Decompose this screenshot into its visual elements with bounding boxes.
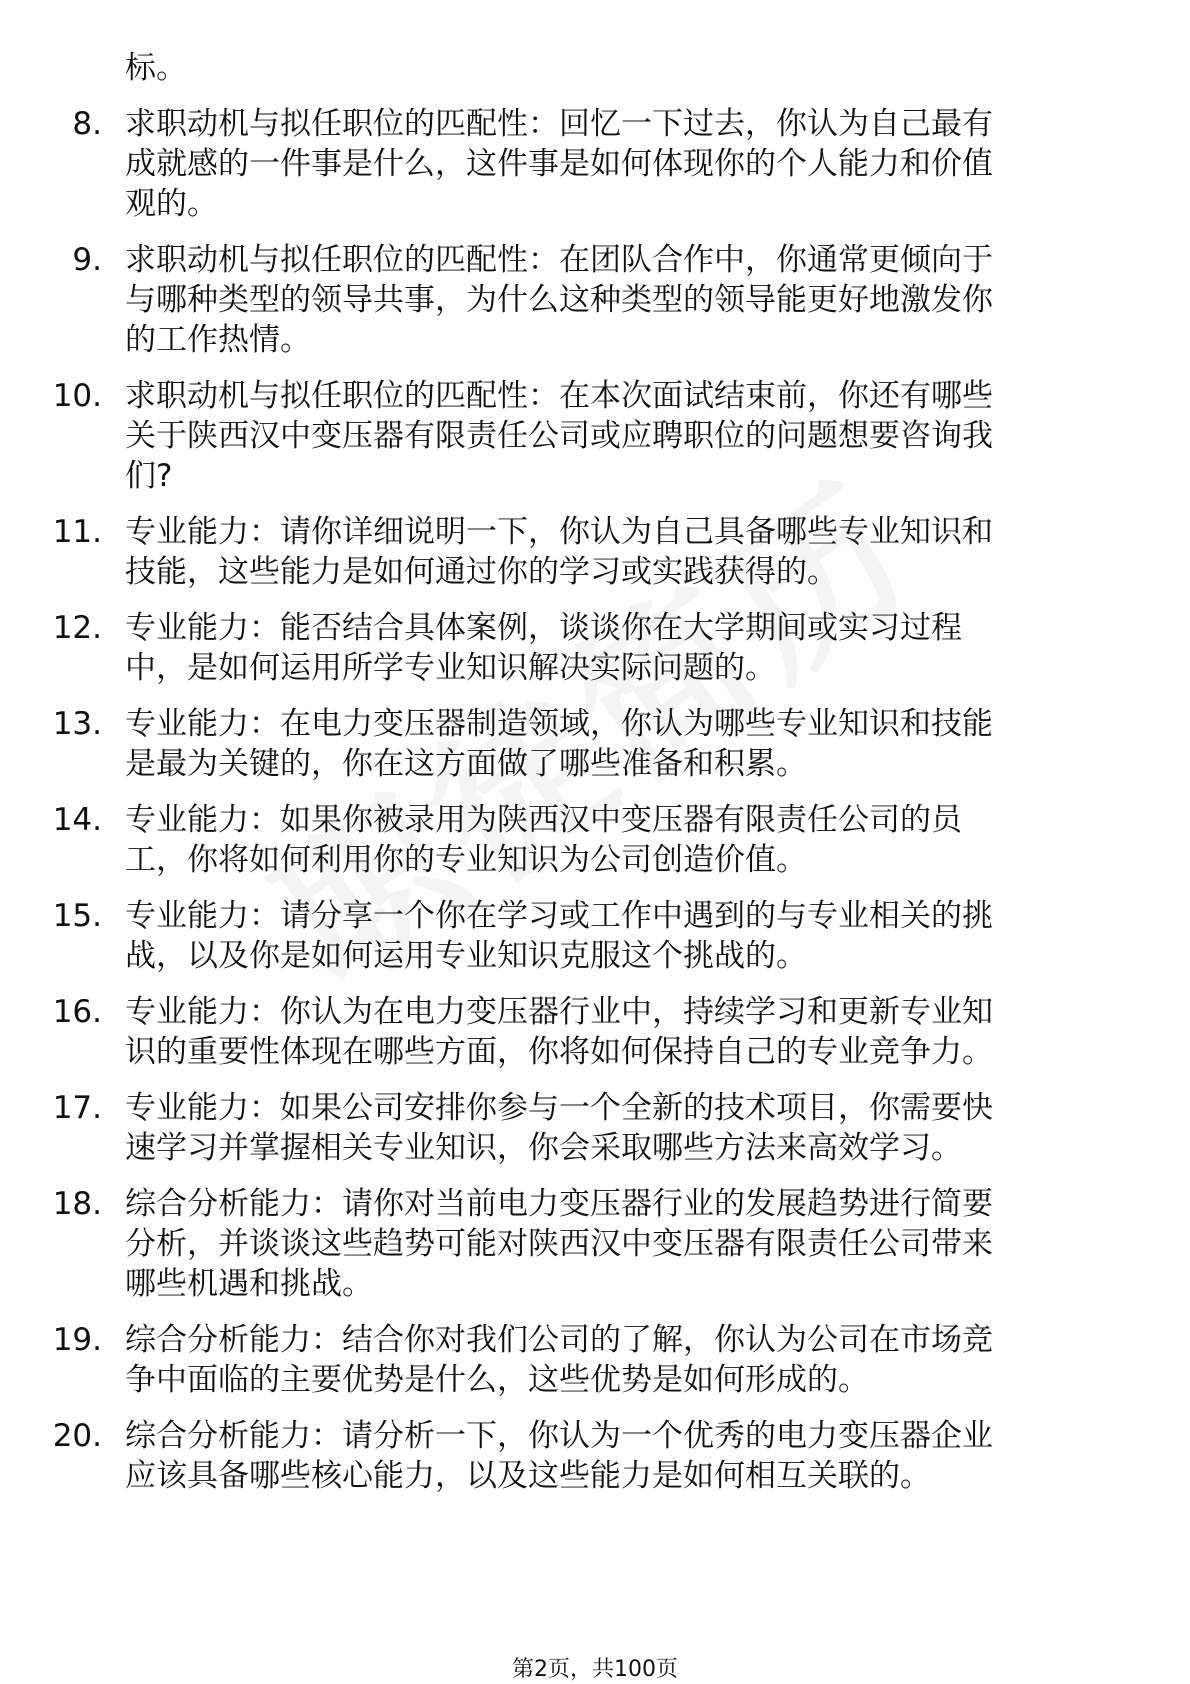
question-text-line: 综合分析能力：请分析一下，你认为一个优秀的电力变压器企业 <box>125 1418 993 1454</box>
question-text-line: 哪些机遇和挑战。 <box>125 1266 373 1302</box>
question-number: 20. <box>52 1418 102 1454</box>
continuation-line: 标。 <box>125 50 187 86</box>
question-item <box>52 704 1112 784</box>
question-number: 12. <box>52 610 102 646</box>
question-text-line: 综合分析能力：请你对当前电力变压器行业的发展趋势进行简要 <box>125 1186 993 1222</box>
question-text-line: 专业能力：请你详细说明一下，你认为自己具备哪些专业知识和 <box>125 514 993 550</box>
question-item <box>52 1320 1112 1400</box>
question-number: 14. <box>52 802 102 838</box>
question-item <box>52 1416 1112 1496</box>
question-text-line: 专业能力：你认为在电力变压器行业中，持续学习和更新专业知 <box>125 994 993 1030</box>
question-item <box>52 1184 1112 1304</box>
question-text-line: 应该具备哪些核心能力，以及这些能力是如何相互关联的。 <box>125 1458 931 1494</box>
question-number: 18. <box>52 1186 102 1222</box>
question-text-line: 求职动机与拟任职位的匹配性：在团队合作中，你通常更倾向于 <box>125 242 993 278</box>
question-item <box>52 240 1112 360</box>
question-text-line: 专业能力：在电力变压器制造领域，你认为哪些专业知识和技能 <box>125 706 993 742</box>
question-text-line: 求职动机与拟任职位的匹配性：回忆一下过去，你认为自己最有 <box>125 106 993 142</box>
question-text-line: 中，是如何运用所学专业知识解决实际问题的。 <box>125 650 776 686</box>
document-body <box>52 48 1112 1512</box>
question-number: 13. <box>52 706 102 742</box>
question-item <box>52 1088 1112 1168</box>
question-number: 11. <box>52 514 102 550</box>
question-number: 16. <box>52 994 102 1030</box>
question-item <box>52 896 1112 976</box>
question-number: 17. <box>52 1090 102 1126</box>
question-text-line: 们? <box>125 458 173 494</box>
question-text-line: 成就感的一件事是什么，这件事是如何体现你的个人能力和价值 <box>125 146 993 182</box>
question-text-line: 综合分析能力：结合你对我们公司的了解，你认为公司在市场竞 <box>125 1322 993 1358</box>
question-number: 10. <box>52 378 102 414</box>
question-text-line: 战，以及你是如何运用专业知识克服这个挑战的。 <box>125 938 807 974</box>
question-number: 8. <box>72 106 102 142</box>
question-text-line: 观的。 <box>125 186 218 222</box>
question-text-line: 求职动机与拟任职位的匹配性：在本次面试结束前，你还有哪些 <box>125 378 993 414</box>
question-text-line: 专业能力：请分享一个你在学习或工作中遇到的与专业相关的挑 <box>125 898 993 934</box>
question-text-line: 分析，并谈谈这些趋势可能对陕西汉中变压器有限责任公司带来 <box>125 1226 993 1262</box>
question-text-line: 技能，这些能力是如何通过你的学习或实践获得的。 <box>125 554 838 590</box>
question-text-line: 专业能力：如果公司安排你参与一个全新的技术项目，你需要快 <box>125 1090 993 1126</box>
question-text-line: 争中面临的主要优势是什么，这些优势是如何形成的。 <box>125 1362 869 1398</box>
question-text-line: 专业能力：能否结合具体案例，谈谈你在大学期间或实习过程 <box>125 610 962 646</box>
question-text-line: 速学习并掌握相关专业知识，你会采取哪些方法来高效学习。 <box>125 1130 962 1166</box>
question-item <box>52 104 1112 224</box>
question-item <box>52 376 1112 496</box>
question-number: 15. <box>52 898 102 934</box>
question-text-line: 专业能力：如果你被录用为陕西汉中变压器有限责任公司的员 <box>125 802 962 838</box>
question-item <box>52 992 1112 1072</box>
question-text-line: 是最为关键的，你在这方面做了哪些准备和积累。 <box>125 746 807 782</box>
question-number: 9. <box>72 242 102 278</box>
question-item <box>52 608 1112 688</box>
question-text-line: 关于陕西汉中变压器有限责任公司或应聘职位的问题想要咨询我 <box>125 418 993 454</box>
question-text-line: 工，你将如何利用你的专业知识为公司创造价值。 <box>125 842 807 878</box>
question-list <box>52 104 1112 1496</box>
question-item <box>52 512 1112 592</box>
page-footer: 第2页，共100页 <box>512 1657 678 1682</box>
question-item <box>52 800 1112 880</box>
question-text-line: 的工作热情。 <box>125 322 311 358</box>
question-text-line: 识的重要性体现在哪些方面，你将如何保持自己的专业竞争力。 <box>125 1034 993 1070</box>
question-number: 19. <box>52 1322 102 1358</box>
question-text-line: 与哪种类型的领导共事，为什么这种类型的领导能更好地激发你 <box>125 282 993 318</box>
